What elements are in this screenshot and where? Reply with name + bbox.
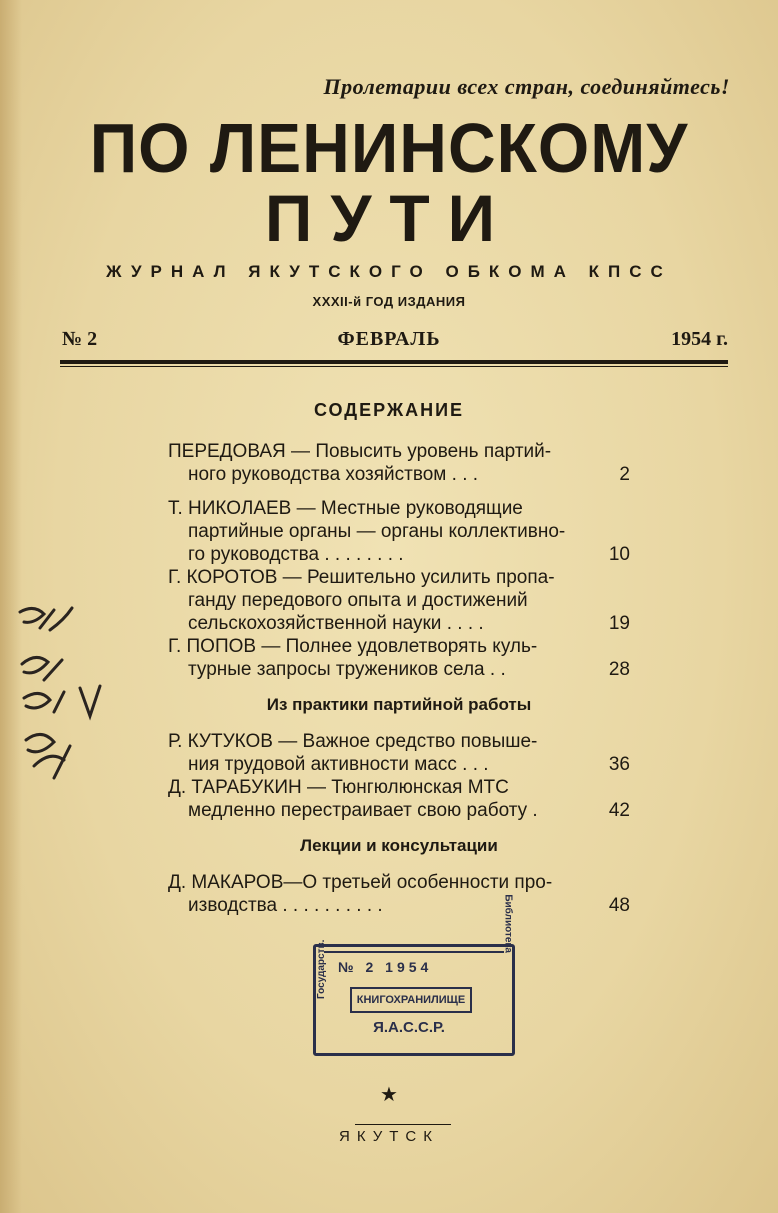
toc-entry <box>168 730 630 776</box>
city-rule <box>355 1124 451 1125</box>
toc-entry-last-line <box>168 543 630 566</box>
journal-title-line1: ПО ЛЕНИНСКОМУ <box>89 109 689 187</box>
toc-entry <box>168 497 630 566</box>
stamp-side-right: Библиотека <box>503 894 514 953</box>
toc-entry-text: сельскохозяйственной науки . . . . <box>188 613 484 634</box>
toc-entry-last-line <box>168 894 630 917</box>
stamp-rule <box>324 951 504 953</box>
toc-entry <box>168 635 630 681</box>
section-heading-lectures: Лекции и консультации <box>300 836 498 855</box>
toc-entry <box>168 440 630 486</box>
toc-entry-text: турные запросы тружеников села . . <box>188 659 506 680</box>
star-icon: ★ <box>380 1084 398 1106</box>
toc-page-number: 48 <box>608 895 630 916</box>
toc-entry-last-line <box>168 658 630 681</box>
toc-entry-text: изводства . . . . . . . . . . <box>188 895 383 916</box>
table-of-contents <box>168 440 630 917</box>
toc-entry-line: Д. ТАРАБУКИН — Тюнгюлюнская МТС <box>168 777 509 798</box>
toc-entry-line: Г. ПОПОВ — Полнее удовлетворять куль- <box>168 636 538 657</box>
library-stamp <box>313 894 515 1056</box>
toc-page-number: 42 <box>608 800 630 821</box>
section-heading-party-work: Из практики партийной работы <box>266 695 532 714</box>
toc-entry-text: ного руководства хозяйством . . . <box>188 464 479 485</box>
publication-year: XXXII-й ГОД ИЗДАНИЯ <box>312 294 466 309</box>
toc-entry-last-line <box>168 753 630 776</box>
toc-entry-line: ПЕРЕДОВАЯ — Повысить уровень партий- <box>168 441 552 462</box>
toc-page-number: 10 <box>608 544 630 565</box>
stamp-bottom-text: Я.А.С.С.Р. <box>373 1019 445 1036</box>
toc-entry-line: Г. КОРОТОВ — Решительно усилить пропа- <box>168 567 555 588</box>
toc-page-number: 2 <box>619 464 630 485</box>
toc-entry-line: Т. НИКОЛАЕВ — Местные руководящие <box>168 498 523 519</box>
toc-entry-line: Р. КУТУКОВ — Важное средство повыше- <box>168 731 538 752</box>
toc-entry-line: партийные органы — органы коллективно- <box>188 521 566 542</box>
toc-entry <box>168 871 630 917</box>
toc-page-number: 36 <box>608 754 630 775</box>
toc-entry-last-line <box>168 799 630 822</box>
toc-group-editorial <box>168 440 630 681</box>
toc-entry <box>168 776 630 822</box>
toc-entry-last-line <box>168 612 630 635</box>
issue-year: 1954 г. <box>671 328 728 350</box>
city: ЯКУТСК <box>338 1128 439 1145</box>
toc-entry-last-line <box>168 463 630 486</box>
header-rule-thin <box>60 366 728 367</box>
toc-entry-text: медленно перестраивает свою работу . <box>188 800 538 821</box>
toc-entry <box>168 566 630 635</box>
toc-page-number: 19 <box>608 613 630 634</box>
journal-subtitle: ЖУРНАЛ ЯКУТСКОГО ОБКОМА КПСС <box>106 262 672 281</box>
journal-title-line2: ПУТИ <box>264 181 514 255</box>
toc-entry-text: го руководства . . . . . . . . <box>188 544 404 565</box>
toc-entry-line: ганду передового опыта и достижений <box>188 590 528 611</box>
issue-number: № 2 <box>62 328 98 350</box>
toc-group-party-work <box>168 730 630 822</box>
toc-page-number: 28 <box>608 659 630 680</box>
handwritten-call-number <box>14 600 104 790</box>
header-rule-thick <box>60 360 728 364</box>
toc-group-lectures <box>168 871 630 917</box>
stamp-number: № 2 1954 <box>338 959 433 975</box>
contents-heading: СОДЕРЖАНИЕ <box>313 400 465 420</box>
stamp-box-text: КНИГОХРАНИЛИЩЕ <box>350 987 472 1013</box>
issue-month: ФЕВРАЛЬ <box>337 328 441 350</box>
motto: Пролетарии всех стран, соединяйтесь! <box>323 74 730 99</box>
toc-entry-line: Д. МАКАРОВ—О третьей особенности про- <box>168 872 553 893</box>
stamp-side-left: Государств. <box>316 939 327 999</box>
toc-entry-text: ния трудовой активности масс . . . <box>188 754 489 775</box>
